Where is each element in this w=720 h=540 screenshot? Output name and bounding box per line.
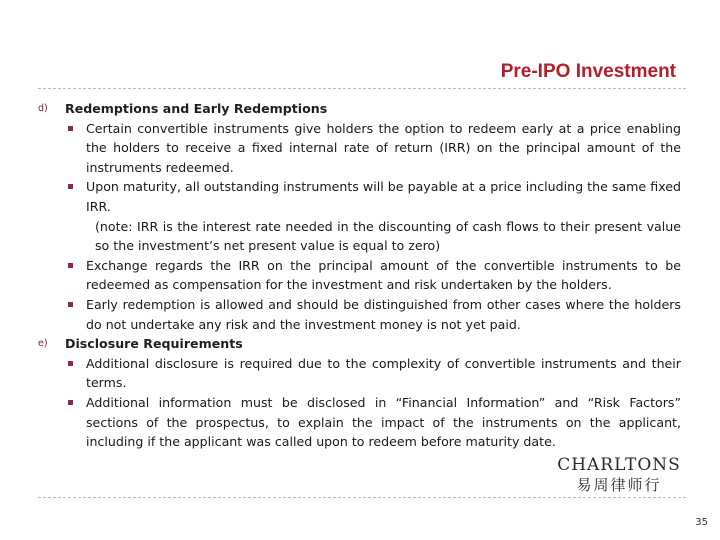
section-disclosure (38, 334, 681, 452)
square-bullet-icon (68, 361, 73, 366)
section-heading: Redemptions and Early Redemptions (65, 101, 328, 116)
page-title: Pre-IPO Investment (500, 61, 676, 82)
square-bullet-icon (68, 184, 73, 189)
header-divider (38, 88, 686, 89)
section-marker: e) (38, 338, 48, 350)
list-item (65, 393, 681, 452)
bullet-list (65, 256, 681, 334)
page-number: 35 (695, 517, 708, 528)
section-redemptions (38, 99, 681, 334)
list-item-text: Early redemption is allowed and should be distinguished from other cases where the holders do not undertake any risk and the investment money is not yet paid. (86, 296, 681, 332)
bullet-list (65, 354, 681, 452)
list-item-text: Certain convertible instruments give holders the option to redeem early at a price enabling the holders to receive a fixed internal rate of return (IRR) on the principal amount of the instruments redeemed. (86, 120, 681, 175)
irr-note: (note: IRR is the interest rate needed in the discounting of cash flows to their present value so the investment’s net present value is equal to zero) (95, 218, 681, 254)
section-heading: Disclosure Requirements (65, 336, 243, 352)
list-item-text: Exchange regards the IRR on the principal amount of the convertible instruments to be redeemed as compensation for the investment and risk undertaken by the holders. (86, 257, 681, 293)
list-item (65, 119, 681, 178)
square-bullet-icon (68, 302, 73, 307)
square-bullet-icon (68, 126, 73, 131)
slide-body (38, 99, 681, 452)
list-item-text: Additional disclosure is required due to the complexity of convertible instruments and their terms. (86, 355, 681, 391)
logo-wordmark: CHARLTONS (557, 455, 681, 475)
list-item-text: Additional information must be disclosed in “Financial Information” and “Risk Factors” sections of the prospectus, to explain the impact of the instruments on the applicant, including if the applicant was called upon to redeem before maturity date. (86, 394, 681, 450)
list-item (65, 256, 681, 295)
list-item (65, 354, 681, 393)
section-marker: d) (38, 103, 48, 114)
list-item (65, 295, 681, 334)
square-bullet-icon (68, 263, 73, 268)
logo-chinese-name: 易周律师行 (576, 476, 662, 494)
square-bullet-icon (68, 400, 73, 405)
list-item-text: Upon maturity, all outstanding instruments will be payable at a price including the same fixed IRR. (86, 179, 681, 214)
footer-divider (38, 497, 686, 498)
bullet-list (65, 119, 681, 217)
list-item (65, 177, 681, 216)
charltons-logo (556, 454, 682, 496)
